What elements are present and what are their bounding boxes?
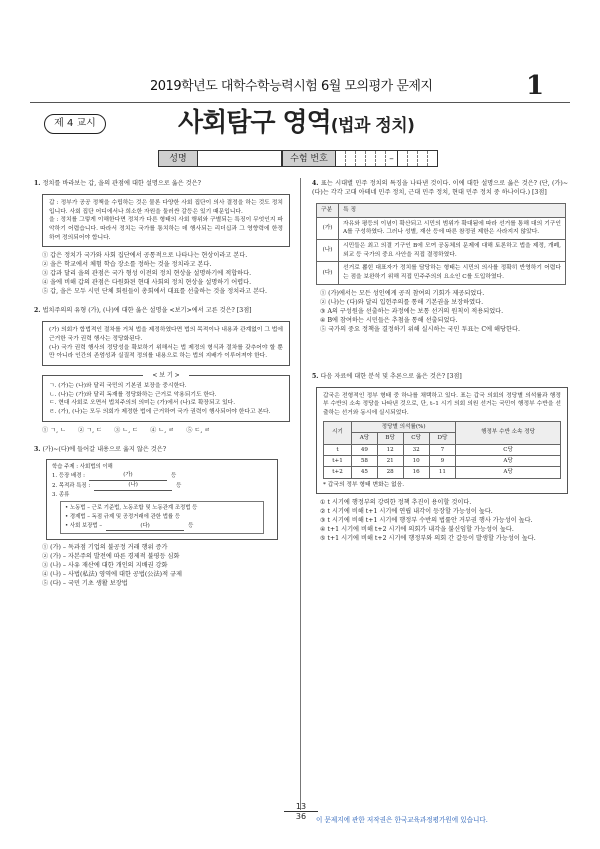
answer-option[interactable]: ③ A의 구성원을 선출하는 과정에는 보통 선거의 원칙이 적용되었다. bbox=[320, 307, 504, 315]
worksheet-row: 1. 등장 배경 : (가) 등 bbox=[52, 471, 272, 481]
table-header-row bbox=[324, 421, 561, 432]
bogi-item: ㄹ. (가), (나)는 모두 의회가 제정한 법에 근거하여 국가 권력이 행사되어야 한다고 본다. bbox=[49, 409, 271, 416]
table-header-cell: D당 bbox=[429, 433, 455, 444]
table-cell: 16 bbox=[403, 467, 429, 478]
id-digit-cell[interactable] bbox=[366, 151, 376, 166]
name-field[interactable] bbox=[198, 151, 282, 166]
table-header-cell: C당 bbox=[403, 433, 429, 444]
answer-option[interactable]: ④ B에 참여하는 시민들은 추첨을 통해 선출되었다. bbox=[320, 316, 458, 324]
table-header-cell: A당 bbox=[352, 433, 378, 444]
passage-a: (가) 의회가 합법적인 절차를 거쳐 법을 제정하였다면 법의 목적이나 내용과 관계없이 그 법에 근거한 국가 권력 행사는 정당화된다. bbox=[49, 327, 283, 343]
id-digit-cell[interactable] bbox=[356, 151, 366, 166]
table-note: * 갑국의 정부 형태 변화는 없음. bbox=[323, 481, 405, 488]
answer-option[interactable]: ① ㄱ, ㄴ bbox=[42, 426, 67, 434]
answer-option[interactable]: ④ (나) – 사법(私法) 영역에 대한 공법(公法)적 규제 bbox=[42, 571, 182, 579]
page-number bbox=[284, 802, 318, 821]
passage-b: (나) 국가 권력 행사의 정당성을 확보하기 위해서는 법 제정의 형식과 절차를 갖추어야 할 뿐만 아니라 인간의 존엄성과 실질적 정의를 내용으로 하는 법의 지배가 이루어져야 한다. bbox=[49, 344, 283, 360]
id-label: 수험 번호 bbox=[282, 151, 336, 166]
answer-option[interactable]: ③ ㄴ, ㄷ bbox=[114, 426, 139, 434]
question-1 bbox=[34, 180, 290, 297]
table-header-cell: 구분 bbox=[317, 203, 339, 217]
question-stem: 3. (가)~(다)에 들어갈 내용으로 옳지 않은 것은? bbox=[34, 445, 167, 453]
answer-option[interactable]: ② 을은 학교에서 체험 학습 장소를 정하는 것을 정치라고 본다. bbox=[42, 261, 212, 269]
table-header-cell: 시기 bbox=[324, 421, 352, 444]
header-divider bbox=[30, 102, 570, 103]
answer-options-row bbox=[42, 427, 290, 436]
table-cell: 7 bbox=[429, 444, 455, 455]
question-4 bbox=[312, 180, 568, 335]
answer-option[interactable]: ③ 갑과 달리 을의 관점은 국가 형성 이전의 정치 현상을 설명하기에 적합하다. bbox=[42, 270, 252, 278]
name-label: 성명 bbox=[158, 151, 198, 166]
table-cell: A당 bbox=[456, 467, 561, 478]
table-row bbox=[324, 467, 561, 478]
subject-main: 사회탐구 영역 bbox=[178, 108, 331, 138]
page-number-total: 36 bbox=[284, 811, 318, 821]
answer-option[interactable]: ③ t 시기에 비해 t+1 시기에 행정부 수반의 법률안 거부권 행사 가능성이 높다. bbox=[320, 517, 533, 525]
row-text: 시민들은 최고 의결 기구인 B에 모여 공동체의 문제에 대해 토론하고 법을 제정, 개폐, 외교 등 국가의 중요 사안을 직접 결정하였다. bbox=[339, 240, 566, 262]
subject-sub: (법과 정치) bbox=[330, 116, 415, 136]
table-cell: C당 bbox=[456, 444, 561, 455]
dialogue-a: 갑 : 정부가 공공 정책을 수립하는 것은 물론 다양한 사회 집단이 의사 결정을 하는 것도 정치입니다. 사회 집단 어디에서나 희소한 자원을 둘러싼 갈등은 있기 때문입니다. bbox=[49, 199, 283, 215]
worksheet-row: 2. 목적과 특징 : (나) 등 bbox=[52, 481, 272, 491]
bogi-title: < 보 기 > bbox=[143, 371, 189, 380]
page-badge: 1 bbox=[526, 71, 545, 101]
worksheet-item: • 경제법 – 독점 규제 및 공정거래에 관한 법률 등 bbox=[65, 514, 181, 520]
bogi-item: ㄴ. (나)는 (가)와 달리 독재를 정당화하는 근거로 악용되기도 한다. bbox=[49, 391, 217, 398]
data-intro: 갑국은 전형적인 정부 형태 중 하나를 채택하고 있다. 표는 갑국 의회의 정당별 의석률과 행정부 수반의 소속 정당을 나타낸 것으로, 단, t–1 시기 의회 의원 선거는 국민이 행정부 수반을 선출하는 선거와 동시에 실시되었다. bbox=[323, 392, 561, 417]
table-cell: 12 bbox=[377, 444, 403, 455]
question-stem: 2. 법치주의의 유형 (가), (나)에 대한 옳은 설명을 <보기>에서 고른 것은? [3점] bbox=[34, 307, 252, 315]
question-stem: 5. 다음 자료에 대한 분석 및 추론으로 옳은 것은? [3점] bbox=[312, 372, 462, 380]
question-5-data-box bbox=[316, 387, 568, 495]
question-2-passage bbox=[42, 321, 290, 366]
answer-option[interactable]: ④ 을에 비해 갑의 관점은 다원화된 현대 사회의 정치 현상을 설명하기 어렵다. bbox=[42, 279, 252, 287]
answer-option[interactable]: ② (가) – 자본주의 발전에 따른 경제적 불평등 심화 bbox=[42, 553, 180, 561]
row-label: (가) bbox=[317, 217, 339, 239]
answer-option[interactable]: ⑤ 국가의 중요 정책을 결정하기 위해 실시하는 국민 투표는 C에 해당한다. bbox=[320, 325, 520, 333]
table-header-cell: 정당별 의석률(%) bbox=[352, 421, 456, 432]
table-cell: A당 bbox=[456, 455, 561, 466]
answer-option[interactable]: ④ ㄴ, ㄹ bbox=[150, 426, 175, 434]
table-cell: 58 bbox=[352, 455, 378, 466]
bogi-item: ㄷ. 현대 사회로 오면서 법치주의의 의미는 (가)에서 (나)로 확장되고 있다. bbox=[49, 400, 236, 407]
table-row bbox=[324, 455, 561, 466]
answer-option[interactable]: ⑤ ㄷ, ㄹ bbox=[186, 426, 211, 434]
answer-option[interactable]: ① 갑은 정치가 국가와 사회 집단에서 공통적으로 나타나는 현상이라고 본다. bbox=[42, 252, 248, 260]
table-cell: t+2 bbox=[324, 467, 352, 478]
exam-title: 2019학년도 대학수학능력시험 6월 모의평가 문제지 bbox=[150, 79, 433, 94]
answer-option[interactable]: ② (나)는 (다)와 달리 입헌주의를 통해 기본권을 보장하였다. bbox=[320, 298, 484, 306]
table-row bbox=[324, 444, 561, 455]
question-stem: 4. 표는 시대별 민주 정치의 특징을 나타낸 것이다. 이에 대한 설명으로 옳은 것은? (단, (가)~(다)는 각각 고대 아테네 민주 정치, 근대 민주 정치, 현대 민주 정치 중 하나이다.) [3점] bbox=[312, 180, 569, 196]
subject-title bbox=[178, 105, 414, 143]
table-header-cell: B당 bbox=[377, 433, 403, 444]
id-digit-cell[interactable] bbox=[336, 151, 346, 166]
answer-option[interactable]: ② ㄱ, ㄷ bbox=[78, 426, 103, 434]
table-cell: 21 bbox=[377, 455, 403, 466]
period-badge: 제 4 교시 bbox=[44, 114, 106, 134]
table-cell: 11 bbox=[429, 467, 455, 478]
id-digit-cell[interactable] bbox=[428, 151, 438, 166]
column-divider bbox=[300, 178, 301, 810]
table-header-cell: 특 징 bbox=[339, 203, 566, 217]
table-header-cell: 행정부 수반 소속 정당 bbox=[456, 421, 561, 444]
worksheet-kinds-label: 3. 종류 bbox=[52, 491, 70, 498]
row-text: 자유와 평등의 이념이 확산되고 시민의 범위가 확대됨에 따라 선거를 통해 대의 기구인 A를 구성하였다. 그러나 성별, 재산 등에 따른 참정권 제한은 사라지지 않았다. bbox=[339, 217, 566, 239]
dialogue-b: 을 : 정치를 그렇게 이해한다면 정치가 다른 형태의 사회 행위와 구별되는 특징이 무엇인지 파악하기 어렵습니다. 따라서 정치는 국가를 통치하는 데 행사되는 리더십과 그 영향력에 한정하여 정의되어야 합니다. bbox=[49, 217, 283, 241]
worksheet-blank: (나) bbox=[94, 481, 172, 491]
worksheet-item: • 노동법 – 근로 기준법, 노동조합 및 노동관계 조정법 등 bbox=[65, 505, 198, 512]
candidate-id-bar bbox=[158, 150, 438, 167]
answer-option[interactable]: ① (가)에서는 모든 성인에게 공직 참여의 기회가 제공되었다. bbox=[320, 289, 485, 297]
table-cell: 45 bbox=[352, 467, 378, 478]
bogi-item: ㄱ. (가)는 (나)와 달리 국민의 기본권 보장을 중시한다. bbox=[49, 383, 187, 390]
id-digit-cell[interactable] bbox=[376, 151, 386, 166]
democracy-table bbox=[316, 203, 566, 285]
id-digit-cell[interactable] bbox=[408, 151, 418, 166]
row-text: 선거로 뽑힌 대표자가 정치를 담당하는 형태는 시민의 의사를 정확히 반영하기 어렵다는 점을 보완하기 위해 직접 민주주의의 요소인 C를 도입하였다. bbox=[339, 262, 566, 284]
answer-option[interactable]: ① (가) – 독과점 기업의 불공정 거래 행위 증가 bbox=[42, 544, 168, 552]
id-digit-cell[interactable] bbox=[346, 151, 356, 166]
worksheet-kinds-box bbox=[60, 501, 264, 534]
row-label: (다) bbox=[317, 262, 339, 284]
worksheet-blank: (가) bbox=[89, 471, 167, 481]
table-row bbox=[317, 217, 566, 239]
table-cell: 10 bbox=[403, 455, 429, 466]
table-cell: 32 bbox=[403, 444, 429, 455]
table-cell: t bbox=[324, 444, 352, 455]
table-cell: t+1 bbox=[324, 455, 352, 466]
answer-option[interactable]: ⑤ 갑, 을은 모두 시민 단체 회원들이 총회에서 대표를 선출하는 것을 정치라고 본다. bbox=[42, 288, 267, 296]
answer-option[interactable]: ⑤ (다) – 국민 기초 생활 보장법 bbox=[42, 580, 128, 588]
question-1-dialogue bbox=[42, 194, 290, 247]
answer-option[interactable]: ③ (나) – 사유 재산에 대한 개인의 지배권 강화 bbox=[42, 562, 168, 570]
row-label: (나) bbox=[317, 240, 339, 262]
id-digit-cell[interactable] bbox=[398, 151, 408, 166]
question-2 bbox=[34, 307, 290, 435]
left-column bbox=[34, 180, 290, 595]
right-column bbox=[312, 180, 568, 550]
study-worksheet bbox=[46, 459, 278, 540]
answer-option[interactable]: ④ t+1 시기에 비해 t+2 시기에 의회가 내각을 불신임할 가능성이 높다. bbox=[320, 526, 514, 534]
id-digit-cell[interactable] bbox=[418, 151, 428, 166]
answer-option[interactable]: ① t 시기에 행정부의 강력한 정책 추진이 용이할 것이다. bbox=[320, 499, 472, 507]
question-5 bbox=[312, 373, 568, 545]
worksheet-blank: (다) bbox=[106, 522, 184, 532]
copyright-notice: 이 문제지에 관한 저작권은 한국교육과정평가원에 있습니다. bbox=[316, 816, 488, 824]
question-3 bbox=[34, 446, 290, 589]
table-cell: 49 bbox=[352, 444, 378, 455]
table-cell: 9 bbox=[429, 455, 455, 466]
table-row bbox=[317, 240, 566, 262]
table-cell: 28 bbox=[377, 467, 403, 478]
worksheet-title: 학습 주제 : 사회법의 이해 bbox=[52, 463, 113, 470]
page-number-current: 13 bbox=[295, 802, 307, 811]
answer-option[interactable]: ② t 시기에 비해 t+1 시기에 연립 내각이 등장할 가능성이 높다. bbox=[320, 508, 493, 516]
question-stem: 1. 정치를 바라보는 갑, 을의 관점에 대한 설명으로 옳은 것은? bbox=[34, 180, 201, 187]
worksheet-item: • 사회 보장법 – (다) 등 bbox=[65, 522, 259, 532]
seat-share-table bbox=[323, 421, 561, 479]
answer-option[interactable]: ⑤ t+1 시기에 비해 t+2 시기에 행정부와 의회 간 갈등이 발생할 가능성이 높다. bbox=[320, 535, 536, 543]
table-header-row bbox=[317, 203, 566, 217]
id-dash: – bbox=[386, 151, 398, 166]
table-row bbox=[317, 262, 566, 284]
bogi-box bbox=[42, 372, 290, 422]
